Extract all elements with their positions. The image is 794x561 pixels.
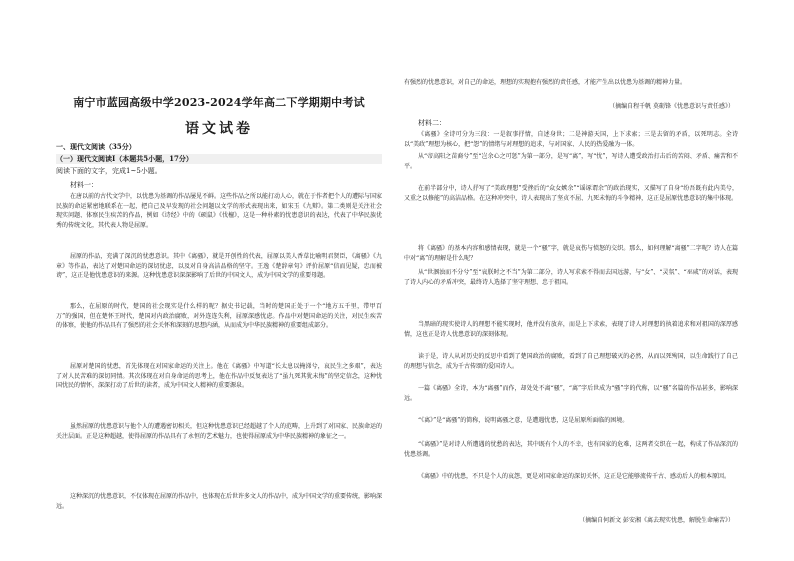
- material-1-paragraph: 屈原的作品，充满了深沉的忧患意识。其中《离骚》，就是开创性的代表，屈原以美人香草比喻明君贤臣，《离骚》《九章》等作品，表达了对楚国命运的深切忧虑，以及对自身高洁品格的坚守。王逸《楚辞章句》评价屈原“信而见疑，忠而被谤”，这正是他忧患意识的来源。这种忧患意识深深影响了后世的中国文人，成为中国文学的重要母题。: [56, 253, 382, 280]
- analysis-paragraph: 《离骚》中的忧患，不只是个人的哀怨，更是对国家命运的深切关怀，这正是它能够流传千古、感动后人的根本原因。: [418, 473, 731, 480]
- analysis-paragraph: “《离骚》”是对诗人所遭遇的忧愁的表达，其中既有个人的不幸，也有国家的危难，这两者交织在一起，构成了作品深沉的忧患基调。: [404, 441, 738, 458]
- material-2-paragraph: 将《离骚》的基本内容和感情表现，就是一个“骚”字，就是哀伤与愤怒的交织。那么，如何理解“离骚”二字呢？诗人在篇中对“离”的理解是什么呢？: [404, 245, 738, 262]
- analysis-paragraph: “《离》”是“离骚”的简称，说明离骚之意，是遭遇忧患，这是屈原所面临的困境。: [418, 417, 629, 424]
- source-citation: （摘编自何新文 彭安湘《离去现实忧患，解脱生命痛苦》）: [579, 517, 734, 524]
- material-2-label: 材料二：: [418, 119, 446, 127]
- continued-paragraph: 有强烈的忧患意识，对自己的命运，理想的实现抱有强烈的责任感，才能产生出以忧患为基调的精神力量。: [404, 79, 687, 86]
- instruction-text: 阅读下面的文字，完成1~5小题。: [56, 167, 162, 175]
- source-citation: （摘编自程千帆 莫砺锋《忧患意识与责任感》）: [609, 103, 734, 110]
- exam-title: 南宁市蓝园高级中学2023-2024学年高二下学期期中考试: [73, 96, 365, 109]
- paper-title: 语文试卷: [185, 121, 253, 137]
- material-1-paragraph: 屈原对楚国的忧患，首先体现在对国家命运的关注上。他在《离骚》中写道“长太息以掩涕兮，哀民生之多艰”，表达了对人民苦难的深切同情。其次体现在对自身命运的思考上，他在作品中反复表达了“虽九死其犹未悔”的坚定信念，这种忧国忧民的情怀，深深打动了后世的读者，成为中国文人精神的重要源泉。: [56, 363, 382, 390]
- material-1-paragraph: 那么，在屈原的时代，楚国的社会现实是什么样的呢？据史书记载，当时的楚国正处于一个“地方五千里，带甲百万”的强国，但在楚怀王时代，楚国对内政治腐败，对外连连失利，屈原深感忧虑。作品中对楚国命运的关注，对民生疾苦的体察，使他的作品具有了强烈的社会关怀和深刻的思想内涵，从而成为中华民族精神的重要组成部分。: [56, 303, 382, 330]
- subsection-heading: （一）现代文阅读Ⅰ（本题共5小题，17分）: [56, 154, 382, 164]
- material-1-paragraph: 虽然屈原的忧患意识与他个人的遭遇密切相关，但这种忧患意识已经超越了个人的范畴，上升到了对国家、民族命运的关注层面。正是这种超越，使得屈原的作品具有了永恒的艺术魅力，也使得屈原成为中华民族精神的象征之一。: [56, 423, 382, 440]
- material-1-label: 材料一：: [70, 181, 98, 189]
- material-2-paragraph: 从“帝高阳之苗裔兮”至“岂余心之可惩”为第一部分，是写“离”，写“忧”，写诗人遭受政治打击后的苦闷、矛盾、痛苦和不平。: [404, 153, 738, 170]
- material-1-paragraph: 在唐以前的古代文学中，以忧患为基调的作品屡见不鲜。这些作品之所以能打动人心，就在于作者把个人的遭际与国家民族的命运紧密地联系在一起，把自己及早发现的社会问题以文学的形式表现出来，如宋玉《九辩》。第二类则是关注社会现实问题、体察民生疾苦的作品，例如《诗经》中的《硕鼠》《伐檀》，这是一种朴素的忧患意识的表达，代表了中华民族优秀的传统文化，其代表人物是屈原。: [56, 193, 382, 229]
- material-2-paragraph: 《离骚》全诗可分为三段：一是叙事抒情，自述身世；二是神游天国，上下求索；三是去留的矛盾，以死明志。全诗以“美政”理想为核心，把“怨”的情绪与对理想的追求，与对国家、人民的热爱融为一体。: [404, 131, 738, 148]
- material-1-paragraph: 这种深沉的忧患意识，不仅体现在屈原的作品中，也体现在后世许多文人的作品中，成为中国文学的重要传统，影响深远。: [56, 493, 382, 510]
- section-heading: 一、现代文阅读（35分）: [56, 142, 136, 151]
- analysis-paragraph: 一篇《离骚》全诗，本为“离骚”而作，却处处不离“骚”，“离”字后世成为“骚”字的代称，以“骚”名篇的作品甚多，影响深远。: [404, 385, 738, 402]
- material-2-paragraph: 在前半部分中，诗人抒写了“美政理想”受挫后的“众女嫉余”“谣诼谓余”的政治现实，又描写了自身“纷吾既有此内美兮，又重之以修能”的高洁品格。在这种冲突中，诗人表现出了坚贞不屈、九死未悔的斗争精神，这正是屈原忧患意识的集中体现。: [404, 185, 738, 202]
- material-2-paragraph: 从“世溷浊而不分兮”至“哀朕时之不当”为第二部分，诗人写求索不得而去国远游，与“女”、“灵氛”、“巫咸”的对话，表现了诗人内心的矛盾冲突，最终诗人选择了坚守理想、忠于祖国。: [404, 269, 738, 286]
- material-2-paragraph: 当黑暗的现实使诗人的理想不能实现时，他并没有放弃，而是上下求索，表现了诗人对理想的执着追求和对祖国的深厚感情，这也正是诗人忧患意识的深刻体现。: [404, 321, 738, 338]
- material-2-paragraph: 读于是，诗人从对历史的反思中看到了楚国政治的腐败，看到了自己理想破灭的必然，从而以死殉国，以生命践行了自己的理想与信念，成为千古传颂的爱国诗人。: [404, 353, 738, 370]
